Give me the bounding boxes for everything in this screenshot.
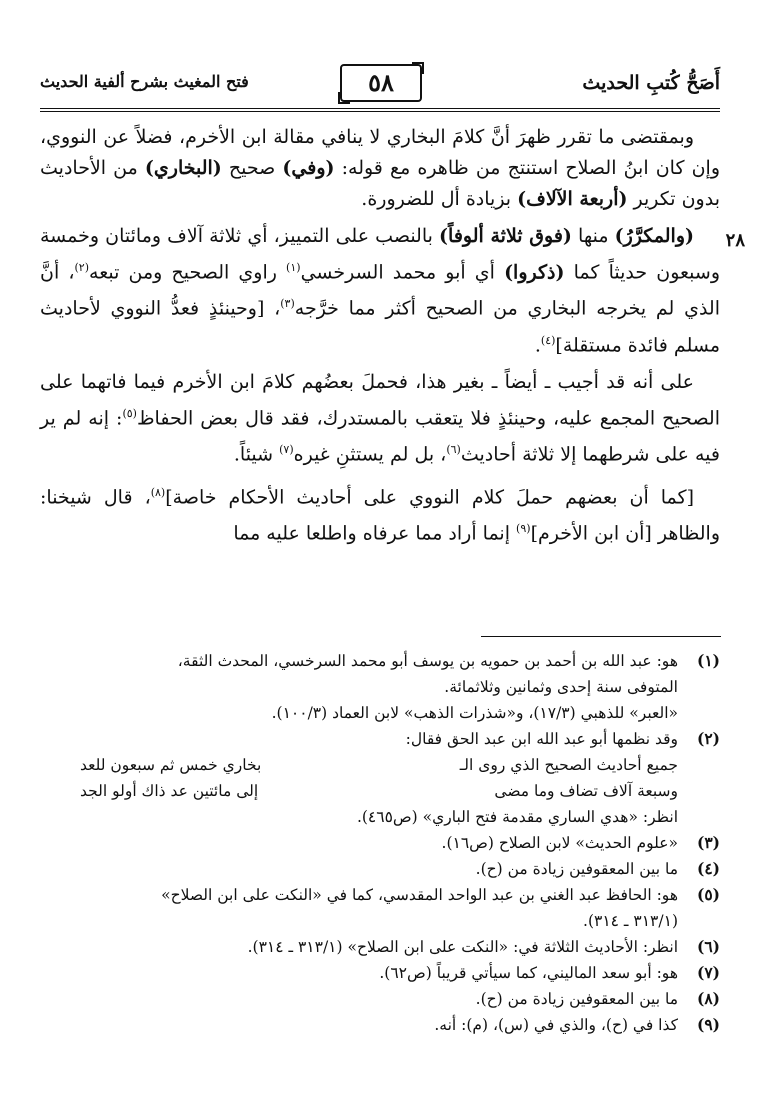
paragraph-4 <box>40 477 720 550</box>
verse-quote: (أربعة الآلاف) <box>517 188 628 210</box>
text-run: : إنه لم ير فيه على شرطهما إلا ثلاثة أحاديث <box>40 407 720 466</box>
footnote-text: هو: أبو سعد الماليني، كما سيأتي قريباً (ص٦٢). <box>379 964 678 982</box>
page-number: ٥٨ <box>340 64 422 102</box>
footnote-ref[interactable]: (٢) <box>74 261 90 274</box>
footnote-9 <box>40 1012 720 1038</box>
text-run: وبمقتضى ما تقرر ظهرَ أنَّ كلامَ البخاري لا ينافي مقالة ابن الأخرم، <box>178 126 694 148</box>
text-run: شيئاً. <box>233 443 274 466</box>
verse-quote: (وفي) <box>282 157 335 179</box>
text-run: ، بل لم يستثنِ غيره <box>293 443 447 466</box>
poem-hemistich: بخاري خمس ثم سبعون للعد <box>80 756 262 774</box>
footnote-number: (٦) <box>696 937 720 956</box>
footnote-number: (١) <box>696 651 720 670</box>
text-run: إنما أراد مما عرفاه واطلعا عليه مما <box>233 522 510 545</box>
poem-verse-1 <box>40 752 678 778</box>
text-run: . <box>534 333 541 356</box>
footnote-text: (٣١٣/١ ـ ٣١٤). <box>583 912 678 930</box>
footnote-rule <box>481 636 721 637</box>
text-run: أي أبو محمد السرخسي <box>300 261 495 284</box>
footnote-4 <box>40 856 720 882</box>
footnote-number: (٢) <box>696 729 720 748</box>
footnote-6 <box>40 934 720 960</box>
verse-quote: (فوق ثلاثة ألوفاً) <box>439 225 572 247</box>
text-run: على أنه قد أجيب ـ أيضاً ـ بغير هذا، فحملَ بعضُهم كلامَ ابن الأخرم فيما فاتهما على الصحيح المجمع عليه، وحينئذٍ فلا يتعقب بالمستدرك، فقد قال بعض الحفاظ <box>40 370 720 430</box>
footnote-number: (٣) <box>696 833 720 852</box>
footnote-ref[interactable]: (٤) <box>540 333 556 347</box>
paragraph-2 <box>40 221 720 361</box>
footnote-text: ما بين المعقوفين زيادة من (ح). <box>475 860 678 878</box>
poem-hemistich: وسبعة آلاف تضاف وما مضى <box>494 782 678 800</box>
footnote-ref[interactable]: (٥) <box>122 406 137 420</box>
footnote-text: «علوم الحديث» لابن الصلاح (ص١٦). <box>441 834 678 852</box>
margin-verse-number: ٢٨ <box>725 230 745 251</box>
footnote-8 <box>40 986 720 1012</box>
footnote-text: وقد نظمها أبو عبد الله ابن عبد الحق فقال: <box>405 730 678 748</box>
verse-quote: (ذكروا) <box>504 261 565 284</box>
text-run: [كما أن بعضهم حملَ كلام النووي على أحاديث الأحكام خاصة] <box>165 485 695 508</box>
footnote-ref[interactable]: (٣) <box>280 297 295 311</box>
text-run: منها <box>578 225 609 247</box>
footnote-1 <box>40 648 720 726</box>
footnote-number: (٧) <box>696 963 720 982</box>
verse-quote: (والمكرَّرُ) <box>614 225 694 247</box>
footnote-ref[interactable]: (٦) <box>446 443 461 457</box>
footnote-number: (٩) <box>696 1015 720 1034</box>
footnote-ref[interactable]: (٩) <box>516 521 531 535</box>
footnote-2 <box>40 726 720 830</box>
book-section-title: أَصَحُّ كُتبِ الحديث <box>582 72 720 94</box>
footnote-number: (٥) <box>696 885 720 904</box>
poem-hemistich: جميع أحاديث الصحيح الذي روى الـ <box>459 756 678 774</box>
footnote-text: انظر: الأحاديث الثلاثة في: «النكت على ابن الصلاح» (٣١٣/١ ـ ٣١٤). <box>247 938 678 956</box>
page-header <box>40 60 720 106</box>
footnote-text: ما بين المعقوفين زيادة من (ح). <box>475 990 678 1008</box>
footnote-text: «العبر» للذهبي (١٧/٣)، و«شذرات الذهب» لابن العماد (١٠٠/٣). <box>271 704 678 722</box>
footnote-number: (٨) <box>696 989 720 1008</box>
footnote-text: كذا في (ح)، والذي في (س)، (م): أنه. <box>434 1016 678 1034</box>
paragraph-1 <box>40 122 720 215</box>
footnote-ref[interactable]: (١) <box>286 261 301 274</box>
footnote-text: هو: عبد الله بن أحمد بن حمويه بن يوسف أبو محمد السرخسي، المحدث الثقة، <box>177 652 678 670</box>
text-run: فضلاً عن النووي، وإن كان ابنُ الصلاح استنتج من ظاهره مع قوله: <box>40 126 720 179</box>
footnote-7 <box>40 960 720 986</box>
footnote-number: (٤) <box>696 859 720 878</box>
footnote-3 <box>40 830 720 856</box>
text-run: ، أنَّ الذي لم يخرجه البخاري من الصحيح أكثر مما خرَّجه <box>40 261 720 320</box>
footnote-ref[interactable]: (٧) <box>279 443 294 457</box>
header-rule <box>40 108 720 109</box>
text-run: من الأحاديث بدون تكرير <box>40 157 720 210</box>
footnote-text: انظر: «هدي الساري مقدمة فتح الباري» (ص٤٦٥). <box>356 808 678 826</box>
footnote-text: المتوفى سنة إحدى وثمانين وثلاثمائة. <box>444 678 678 696</box>
paragraph-3 <box>40 367 720 471</box>
text-run: ، قال شيخنا: والظاهر [أن ابن الأخرم] <box>40 485 720 545</box>
footnote-ref[interactable]: (٨) <box>150 485 166 499</box>
header-rule-thin <box>40 111 720 112</box>
poem-hemistich: إلى مائتين عد ذاك أولو الجد <box>80 782 259 800</box>
text-run: صحيح <box>228 157 276 179</box>
footnotes <box>40 648 720 1038</box>
book-title: فتح المغيث بشرح ألفية الحديث <box>40 72 249 91</box>
footnote-text: هو: الحافظ عبد الغني بن عبد الواحد المقدسي، كما في «النكت على ابن الصلاح» <box>161 886 678 904</box>
verse-quote: (البخاري) <box>144 157 222 179</box>
text-run: راوي الصحيح ومن تبعه <box>89 261 277 284</box>
text-run: بالنصب على التمييز، أي ثلاثة آلاف ومائتان وخمسة وسبعون حديثاً كما <box>40 225 721 284</box>
text-run: بزيادة أل للضرورة. <box>361 188 512 210</box>
text-run: ، [وحينئذٍ فعدُّ النووي لأحاديث مسلم فائدة مستقلة] <box>40 297 720 356</box>
poem-verse-2 <box>40 778 678 804</box>
main-text <box>40 122 720 555</box>
footnote-5 <box>40 882 720 934</box>
